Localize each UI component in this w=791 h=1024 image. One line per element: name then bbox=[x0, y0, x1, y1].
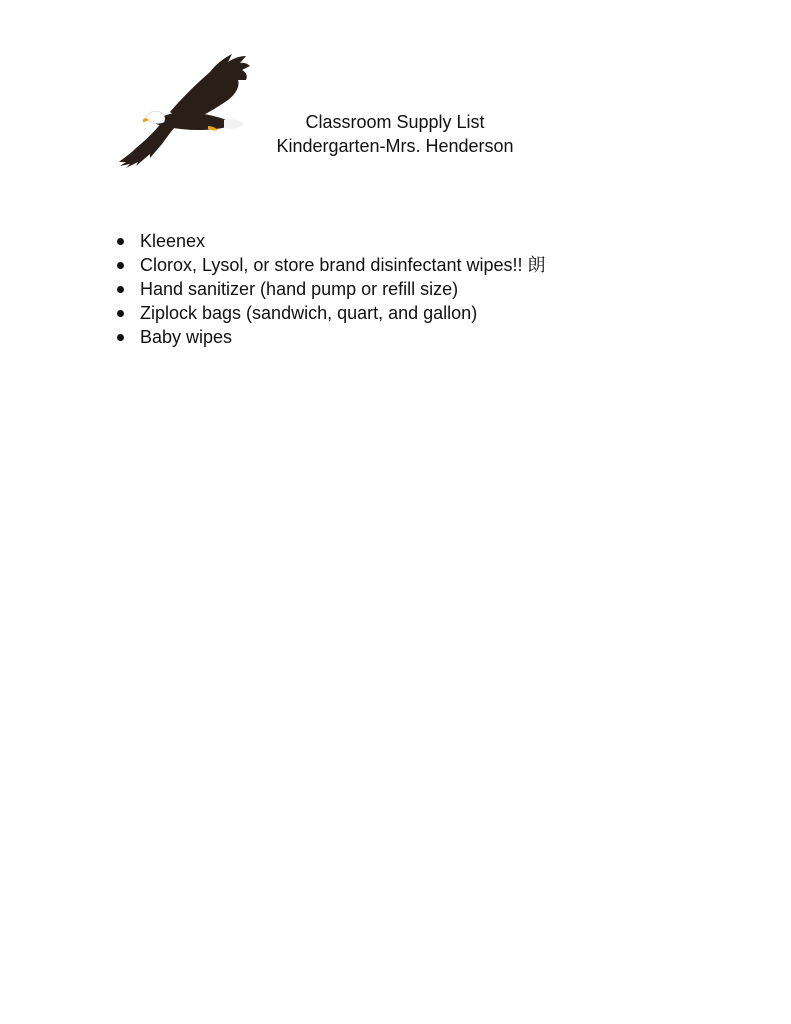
bullet-icon bbox=[117, 238, 124, 245]
bullet-icon bbox=[117, 310, 124, 317]
list-item-label: Ziplock bags (sandwich, quart, and gallon) bbox=[140, 303, 478, 323]
list-item-label: Hand sanitizer (hand pump or refill size) bbox=[140, 279, 459, 299]
supply-list bbox=[116, 229, 546, 349]
list-item bbox=[116, 253, 546, 277]
list-item-label: Kleenex bbox=[140, 231, 206, 251]
list-item-label: Baby wipes bbox=[140, 327, 233, 347]
bullet-icon bbox=[117, 334, 124, 341]
bullet-icon bbox=[117, 262, 124, 269]
list-item bbox=[116, 229, 546, 253]
bullet-icon bbox=[117, 286, 124, 293]
page-title: Classroom Supply List bbox=[305, 112, 485, 132]
list-item bbox=[116, 301, 546, 325]
list-item bbox=[116, 325, 546, 349]
eagle-head bbox=[146, 111, 165, 123]
eagle-lower-wing bbox=[119, 122, 176, 168]
list-item bbox=[116, 277, 546, 301]
document-header bbox=[230, 110, 560, 158]
list-item-label: Clorox, Lysol, or store brand disinfectant wipes!! 朗 bbox=[140, 255, 546, 275]
page-subtitle: Kindergarten-Mrs. Henderson bbox=[276, 136, 514, 156]
